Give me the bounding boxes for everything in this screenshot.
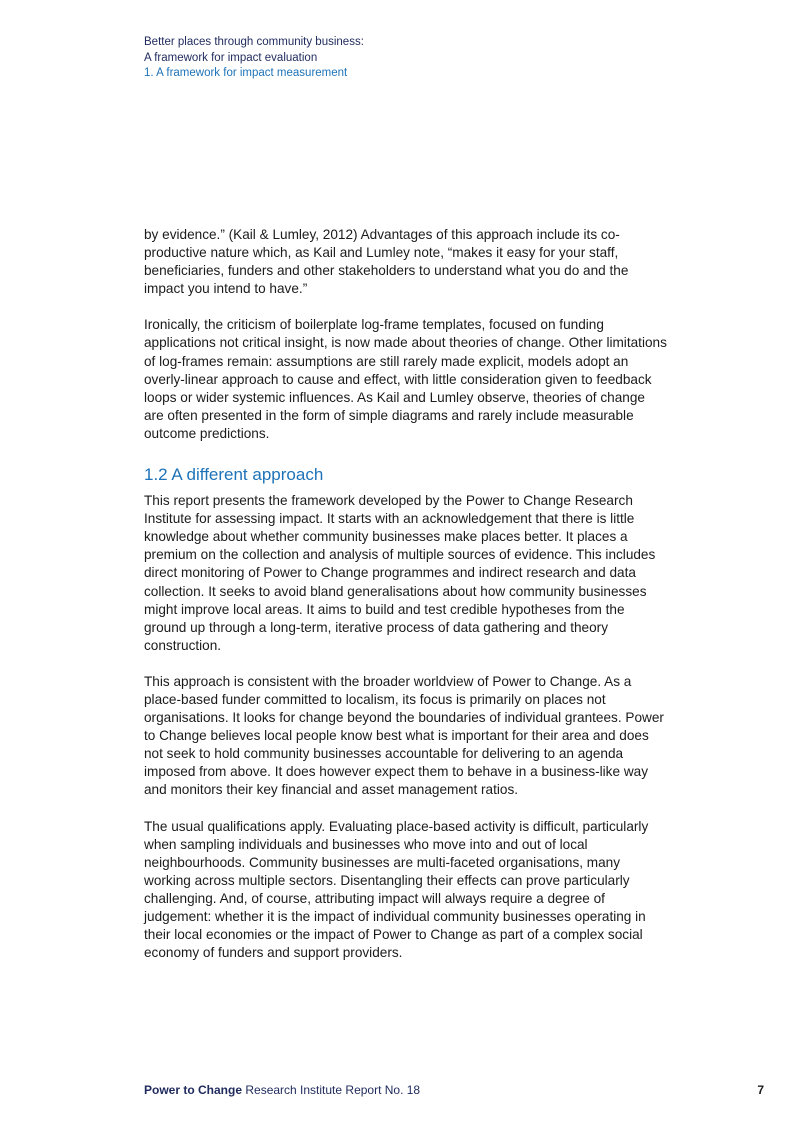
body-paragraph: The usual qualifications apply. Evaluating place-based activity is difficult, particularly when sampling individuals and businesses who move into and out of local neighbourhoods. Community businesses are multi-faceted organisations, many working across multiple sectors. Disentangling their effects can prove particularly challenging. And, of course, attributing impact will always require a degree of judgement: whether it is the impact of individual community businesses operating in their local economies or the impact of Power to Change as part of a complex social economy of funders and support providers. [144, 818, 649, 961]
section-heading: 1.2 A different approach [144, 465, 324, 485]
header-report-title: Better places through community business: [144, 36, 364, 48]
body-paragraph: Ironically, the criticism of boilerplate log-frame templates, focused on funding applications not critical insight, is now made about theories of change. Other limitations of log-frames remain: assumptions are still rarely made explicit, models adopt an overly-linear approach to cause and effect, with little consideration given to feedback loops or wider systemic influences. As Kail and Lumley observe, theories of change are often presented in the form of simple diagrams and rarely include measurable outcome predictions. [144, 317, 667, 441]
header-chapter-title: 1. A framework for impact measurement [144, 67, 348, 79]
body-paragraph: This approach is consistent with the broader worldview of Power to Change. As a place-based funder committed to localism, its focus is primarily on places not organisations. It looks for change beyond the boundaries of individual grantees. Power to Change believes local people know best what is important for their area and does not seek to hold community businesses accountable for delivering to an agenda imposed from above. It does however expect them to behave in a business-like way and monitors their key financial and asset management ratios. [144, 673, 664, 798]
page-footer [144, 1082, 764, 1098]
footer-report-label: Research Institute Report No. 18 [242, 1083, 421, 1097]
body-paragraph: This report presents the framework developed by the Power to Change Research Institute for assessing impact. It starts with an acknowledgement that there is little knowledge about whether community businesses make places better. It places a premium on the collection and analysis of multiple sources of evidence. This includes direct monitoring of Power to Change programmes and indirect research and data collection. It seeks to avoid bland generalisations about how community businesses might improve local areas. It aims to build and test credible hypotheses from the ground up through a long-term, iterative process of data gathering and theory construction. [144, 493, 656, 653]
footer-brand: Power to Change [144, 1083, 243, 1097]
body-paragraph: by evidence.” (Kail & Lumley, 2012) Advantages of this approach include its co-productive nature which, as Kail and Lumley note, “makes it easy for your staff, beneficiaries, funders and other stakeholders to understand what you do and the impact you intend to have.” [144, 227, 629, 297]
running-header [144, 35, 644, 82]
header-report-subtitle: A framework for impact evaluation [144, 51, 318, 64]
page-body [144, 226, 668, 980]
page-number: 7 [757, 1083, 764, 1097]
